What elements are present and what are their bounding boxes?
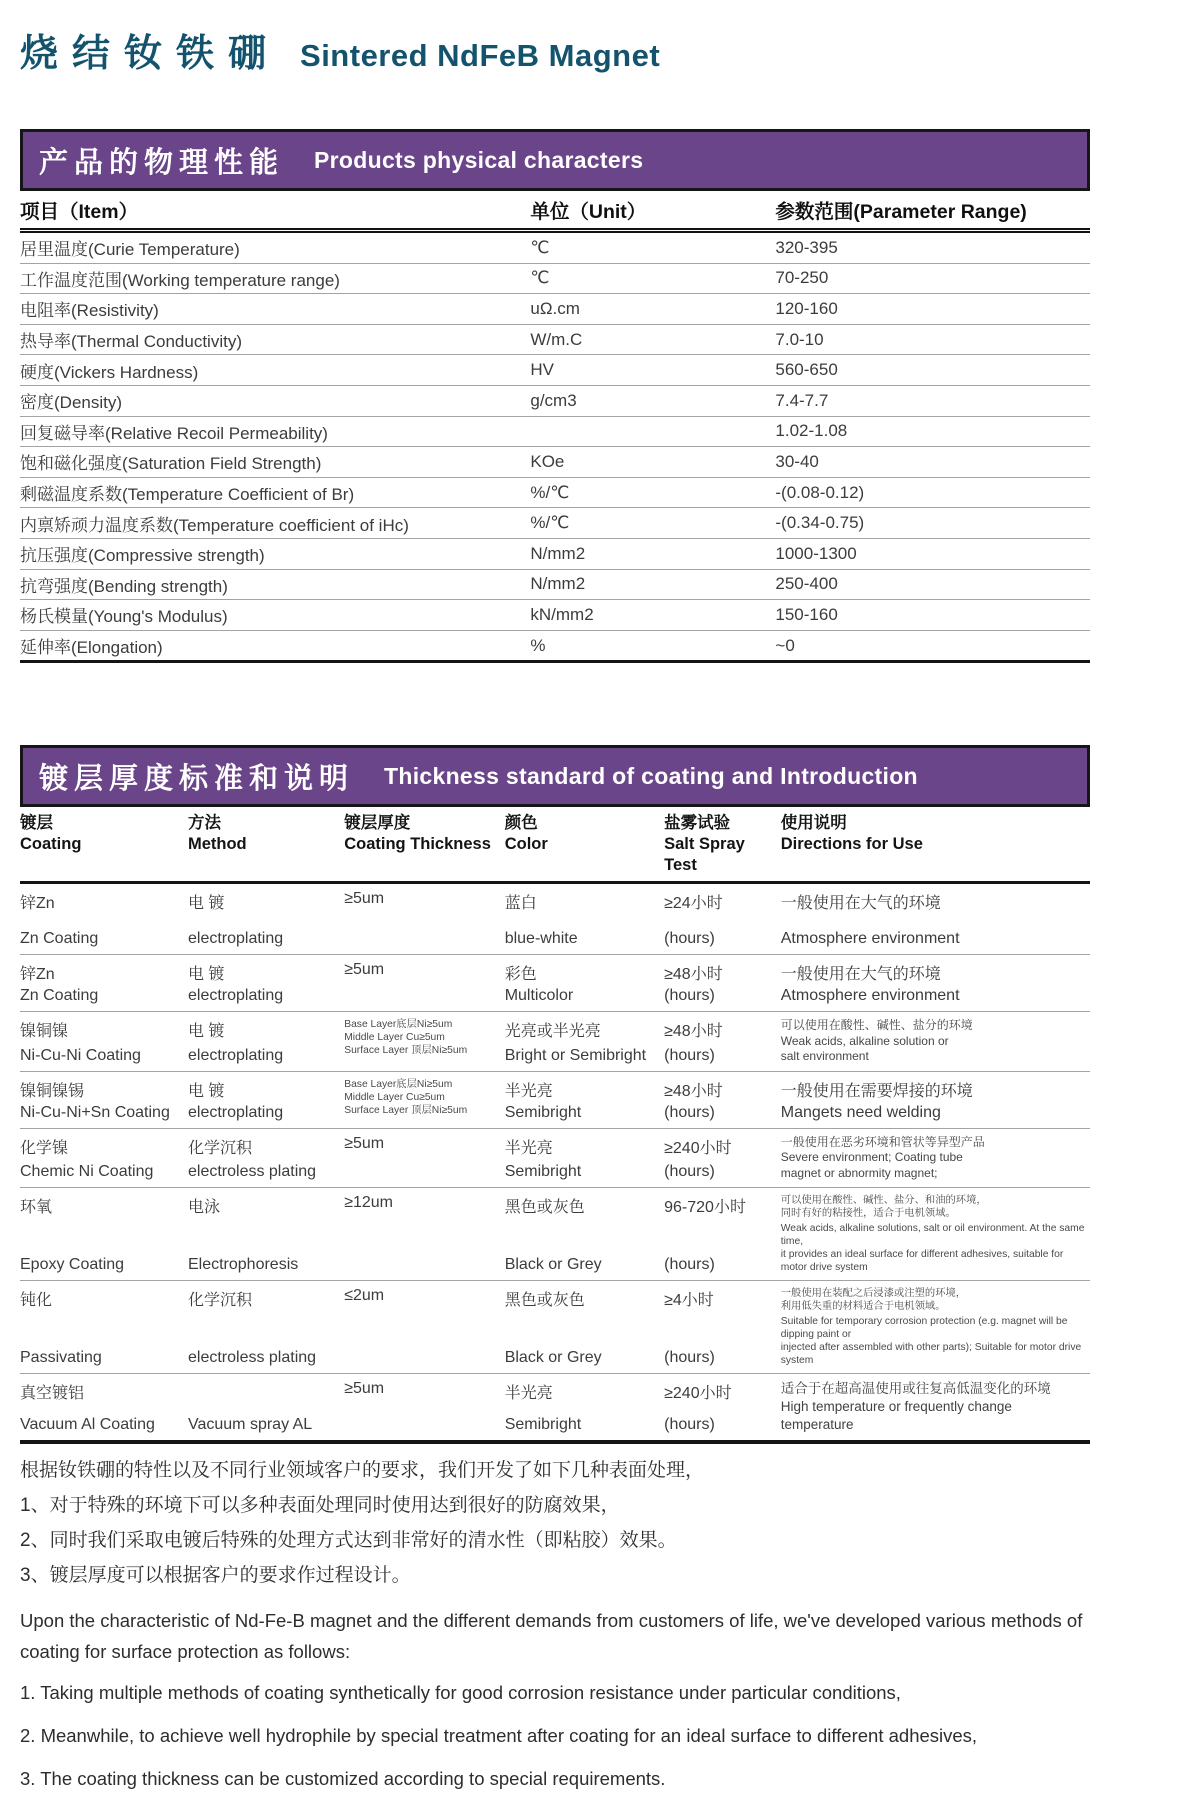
salt-spray-cell: 96-720小时 (hours) xyxy=(664,1199,746,1274)
method-cell: 化学沉积 electroless plating xyxy=(187,1292,317,1367)
range-cell: -(0.34-0.75) xyxy=(775,513,865,533)
notes-en xyxy=(20,1605,1090,1794)
table-row xyxy=(20,600,1090,631)
coating-row xyxy=(20,884,1090,955)
thickness-cell: Base Layer底层Ni≥5um Middle Layer Cu≥5um Surface Layer 顶层Ni≥5um xyxy=(344,1019,468,1057)
unit-cell: ℃ xyxy=(530,237,550,257)
unit-cell: KOe xyxy=(530,451,565,471)
item-cell: 密度(Density) xyxy=(20,393,123,413)
coating-row xyxy=(20,1129,1090,1189)
notes-zh xyxy=(20,1460,1090,1587)
color-cell: 蓝白 blue-white xyxy=(504,895,578,948)
notes-section xyxy=(20,1460,1090,1794)
range-cell: 7.0-10 xyxy=(775,329,824,349)
coating-banner xyxy=(20,745,1090,807)
physical-table xyxy=(20,129,1090,663)
range-cell: 250-400 xyxy=(775,574,838,594)
color-cell: 黑色或灰色 Black or Grey xyxy=(504,1292,602,1367)
item-cell: 内禀矫顽力温度系数(Temperature coefficient of iHc) xyxy=(20,515,409,535)
notes-en-item: 3. The coating thickness can be customized according to special requirements. xyxy=(20,1768,666,1790)
color-cell: 彩色 Multicolor xyxy=(504,966,574,1005)
item-cell: 饱和磁化强度(Saturation Field Strength) xyxy=(20,454,322,474)
notes-zh-item: 2、同时我们采取电镀后特殊的处理方式达到非常好的清水性（即粘胶）效果。 xyxy=(20,1530,677,1552)
notes-en-item: 1. Taking multiple methods of coating synthetically for good corrosion resistance under particular conditions, xyxy=(20,1682,901,1704)
thickness-cell: ≥5um xyxy=(344,890,385,908)
unit-cell: HV xyxy=(530,360,554,380)
unit-cell: ℃ xyxy=(530,268,550,288)
header-range: 参数范围(Parameter Range) xyxy=(775,201,1027,223)
header-method xyxy=(188,813,344,876)
salt-spray-cell: ≥48小时 (hours) xyxy=(664,1082,723,1121)
physical-header-row xyxy=(20,191,1090,233)
item-cell: 抗压强度(Compressive strength) xyxy=(20,546,265,566)
header-method-en: Method xyxy=(187,835,247,854)
notes-zh-intro: 根据钕铁硼的特性以及不同行业领域客户的要求，我们开发了如下几种表面处理， xyxy=(20,1460,705,1482)
directions-cell: 一般使用在大气的环境 Atmosphere environment xyxy=(780,895,960,948)
range-cell: 1000-1300 xyxy=(775,543,857,563)
coating-table xyxy=(20,745,1090,1444)
salt-spray-cell: ≥48小时 (hours) xyxy=(664,966,723,1005)
coating-row xyxy=(20,1012,1090,1072)
coating-cell: 锌Zn Zn Coating xyxy=(20,895,99,948)
table-row xyxy=(20,478,1090,509)
page-title xyxy=(20,22,1090,77)
header-color-zh: 颜色 xyxy=(504,814,538,833)
header-directions-zh: 使用说明 xyxy=(780,814,847,833)
header-directions-en: Directions for Use xyxy=(780,835,923,854)
table-row xyxy=(20,386,1090,417)
method-cell: 电 镀 electroplating xyxy=(187,895,284,948)
table-row xyxy=(20,264,1090,295)
unit-cell: % xyxy=(530,635,546,655)
unit-cell: W/m.C xyxy=(530,329,583,349)
salt-spray-cell: ≥24小时 (hours) xyxy=(664,895,723,948)
item-cell: 硬度(Vickers Hardness) xyxy=(20,362,199,382)
color-cell: 半光亮 Semibright xyxy=(504,1385,582,1434)
directions-cell: 一般使用在需要焊接的环境 Mangets need welding xyxy=(780,1082,973,1121)
table-row xyxy=(20,539,1090,570)
coating-header-row xyxy=(20,807,1090,884)
table-row xyxy=(20,355,1090,386)
coating-cell: 镍铜镍 Ni-Cu-Ni Coating xyxy=(20,1023,141,1064)
unit-cell: N/mm2 xyxy=(530,543,586,563)
range-cell: 320-395 xyxy=(775,237,838,257)
directions-cell: 一般使用在恶劣环境和管状等异型产品 Severe environment; Coating tube magnet or abnormity magnet; xyxy=(780,1134,985,1180)
unit-cell: g/cm3 xyxy=(530,390,577,410)
header-coating-en: Coating xyxy=(20,835,82,854)
physical-banner xyxy=(20,129,1090,191)
item-cell: 回复磁导率(Relative Recoil Permeability) xyxy=(20,423,328,443)
thickness-cell: Base Layer底层Ni≥5um Middle Layer Cu≥5um Surface Layer 顶层Ni≥5um xyxy=(344,1078,468,1116)
directions-cell: 可以使用在酸性、碱性、盐分的环境 Weak acids, alkaline solution or salt environment xyxy=(780,1018,973,1064)
unit-cell: kN/mm2 xyxy=(530,604,594,624)
thickness-cell: ≥5um xyxy=(344,1380,385,1398)
coating-cell: 化学镍 Chemic Ni Coating xyxy=(20,1139,154,1181)
coating-cell: 锌Zn Zn Coating xyxy=(20,966,99,1005)
salt-spray-cell: ≥4小时 (hours) xyxy=(664,1292,715,1367)
notes-zh-item: 3、镀层厚度可以根据客户的要求作过程设计。 xyxy=(20,1565,411,1587)
unit-cell: %/℃ xyxy=(530,513,570,533)
thickness-cell: ≤2um xyxy=(344,1287,385,1305)
header-item: 项目（Item） xyxy=(20,201,139,223)
header-thickness-en: Coating Thickness xyxy=(344,835,491,854)
physical-banner-en: Products physical characters xyxy=(314,146,644,173)
header-thickness xyxy=(344,813,505,876)
coating-cell: 镍铜镍锡 Ni-Cu-Ni+Sn Coating xyxy=(20,1082,170,1121)
notes-en-item: 2. Meanwhile, to achieve well hydrophile by special treatment after coating for an ideal surface to different adhesives, xyxy=(20,1725,978,1747)
header-coating-zh: 镀层 xyxy=(20,814,53,833)
salt-spray-cell: ≥240小时 (hours) xyxy=(664,1385,732,1434)
range-cell: ~0 xyxy=(775,635,795,655)
directions-cell: 可以使用在酸性、碱性、盐分、和油的环境， 同时有好的粘接性，适合于电机领域。 Weak acids, alkaline solutions, salt or oil environment. At the same time, it provides an ideal surface for different adhesives, suitable for motor drive system xyxy=(780,1195,1085,1274)
header-color-en: Color xyxy=(504,835,548,854)
method-cell: 电 镀 electroplating xyxy=(187,1082,284,1121)
method-cell: 电 镀 electroplating xyxy=(187,1023,284,1064)
unit-cell: uΩ.cm xyxy=(530,298,580,318)
header-salt xyxy=(664,813,781,876)
page-title-zh: 烧结钕铁硼 xyxy=(20,33,281,75)
item-cell: 工作温度范围(Working temperature range) xyxy=(20,270,340,290)
coating-cell: 环氧 Epoxy Coating xyxy=(20,1199,125,1274)
directions-cell: 一般使用在装配之后浸漆或注塑的环境， 利用低失重的材料适合于电机领域。 Suitable for temporary corrosion protection (e.g. magnet will be dipping paint or injected after assembled with other parts); Suitable for motor drive system xyxy=(780,1288,1082,1367)
salt-spray-cell: ≥240小时 (hours) xyxy=(664,1139,732,1181)
color-cell: 半光亮 Semibright xyxy=(504,1082,582,1121)
range-cell: 7.4-7.7 xyxy=(775,390,829,410)
table-row xyxy=(20,570,1090,601)
range-cell: 30-40 xyxy=(775,451,819,471)
range-cell: 560-650 xyxy=(775,360,838,380)
salt-spray-cell: ≥48小时 (hours) xyxy=(664,1023,723,1064)
directions-cell: 适合于在超高温使用或往复高低温变化的环境 High temperature or frequently change temperature xyxy=(780,1381,1051,1433)
header-unit: 单位（Unit） xyxy=(530,201,647,223)
table-row xyxy=(20,294,1090,325)
range-cell: 70-250 xyxy=(775,268,829,288)
thickness-cell: ≥5um xyxy=(344,961,385,979)
item-cell: 电阻率(Resistivity) xyxy=(20,301,159,321)
header-salt-en: Salt Spray Test xyxy=(664,835,745,875)
coating-row xyxy=(20,1072,1090,1129)
method-cell: 电 镀 electroplating xyxy=(187,966,284,1005)
range-cell: 150-160 xyxy=(775,604,838,624)
table-row xyxy=(20,508,1090,539)
item-cell: 剩磁温度系数(Temperature Coefficient of Br) xyxy=(20,485,355,505)
color-cell: 半光亮 Semibright xyxy=(504,1139,582,1181)
unit-cell: N/mm2 xyxy=(530,574,586,594)
coating-row xyxy=(20,1188,1090,1281)
header-salt-zh: 盐雾试验 xyxy=(664,814,731,833)
range-cell: -(0.08-0.12) xyxy=(775,482,865,502)
item-cell: 延伸率(Elongation) xyxy=(20,638,163,658)
notes-en-intro: Upon the characteristic of Nd-Fe-B magnet and the different demands from customers of life, we've developed various methods of coating for surface protection as follows: xyxy=(20,1610,1083,1663)
coating-banner-en: Thickness standard of coating and Introduction xyxy=(384,762,918,789)
thickness-cell: ≥5um xyxy=(344,1134,385,1152)
coating-banner-zh: 镀层厚度标准和说明 xyxy=(39,762,355,795)
color-cell: 黑色或灰色 Black or Grey xyxy=(504,1199,602,1274)
page-title-en: Sintered NdFeB Magnet xyxy=(300,38,661,73)
range-cell: 1.02-1.08 xyxy=(775,421,848,441)
coating-row xyxy=(20,955,1090,1012)
item-cell: 抗弯强度(Bending strength) xyxy=(20,576,228,596)
header-color xyxy=(505,813,664,876)
physical-table-body xyxy=(20,233,1090,663)
item-cell: 杨氏模量(Young's Modulus) xyxy=(20,607,228,627)
notes-zh-item: 1、对于特殊的环境下可以多种表面处理同时使用达到很好的防腐效果， xyxy=(20,1495,620,1517)
item-cell: 居里温度(Curie Temperature) xyxy=(20,240,240,260)
coating-cell: 钝化 Passivating xyxy=(20,1292,102,1367)
color-cell: 光亮或半光亮 Bright or Semibright xyxy=(504,1023,647,1064)
physical-banner-zh: 产品的物理性能 xyxy=(39,146,285,179)
coating-row xyxy=(20,1374,1090,1440)
unit-cell: %/℃ xyxy=(530,482,570,502)
table-row xyxy=(20,325,1090,356)
coating-table-body xyxy=(20,884,1090,1444)
table-row xyxy=(20,631,1090,661)
directions-cell: 一般使用在大气的环境 Atmosphere environment xyxy=(780,966,960,1005)
range-cell: 120-160 xyxy=(775,298,838,318)
table-row xyxy=(20,233,1090,264)
method-cell: Vacuum spray AL xyxy=(187,1416,313,1434)
table-row xyxy=(20,417,1090,448)
coating-row xyxy=(20,1281,1090,1374)
table-row xyxy=(20,447,1090,478)
coating-cell: 真空镀铝 Vacuum Al Coating xyxy=(20,1385,155,1434)
item-cell: 热导率(Thermal Conductivity) xyxy=(20,332,242,352)
header-method-zh: 方法 xyxy=(187,814,221,833)
header-directions xyxy=(781,813,1090,876)
page xyxy=(20,0,1090,1794)
header-coating xyxy=(20,813,188,876)
method-cell: 电泳 Electrophoresis xyxy=(187,1199,299,1274)
thickness-cell: ≥12um xyxy=(344,1194,394,1212)
method-cell: 化学沉积 electroless plating xyxy=(187,1139,317,1181)
header-thickness-zh: 镀层厚度 xyxy=(344,814,411,833)
